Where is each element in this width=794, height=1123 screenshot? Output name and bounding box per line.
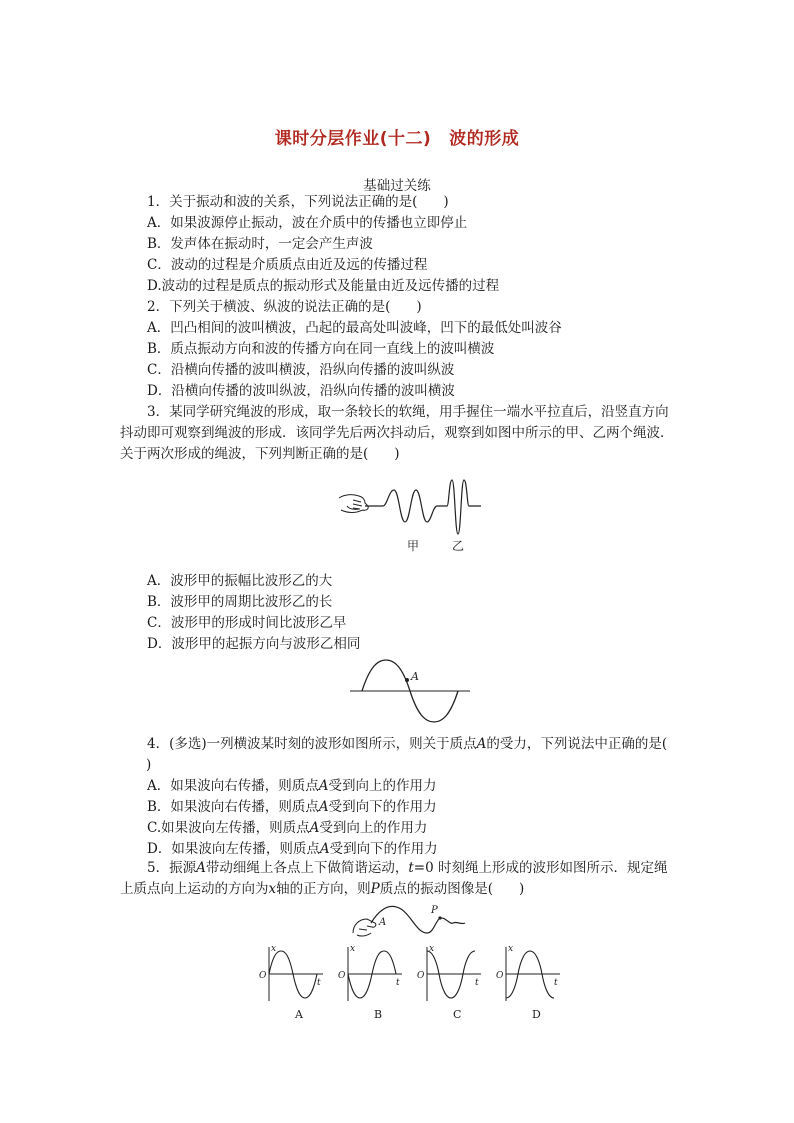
q1-option-c: C．波动的过程是介质质点由近及远的传播过程 (147, 257, 428, 273)
origin-label: O (496, 971, 504, 981)
q1-stem: 1．关于振动和波的关系，下列说法正确的是( ) (147, 194, 449, 210)
graph-a-label: A (295, 1008, 303, 1021)
q2-option-d: D．沿横向传播的波叫纵波，沿纵向传播的波叫横波 (147, 383, 455, 399)
q4-point-a-label: A (411, 670, 419, 683)
axis-x-label: x (271, 944, 277, 954)
q1-option-a: A．如果波源停止振动，波在介质中的传播也立即停止 (147, 215, 468, 231)
q5-graph-b (336, 943, 408, 1028)
axis-x-label: x (429, 944, 435, 954)
q5-rope-figure (345, 903, 470, 943)
q2-option-c: C．沿横向传播的波叫横波，沿纵向传播的波叫纵波 (147, 362, 455, 378)
q4-point-a-dot (405, 678, 409, 682)
q5-point-p-dot (438, 916, 441, 919)
q3-rope-wave-figure (335, 476, 490, 558)
q5-graph-d (494, 943, 566, 1028)
q4-option-c: C.如果波向左传播，则质点A受到向上的作用力 (147, 820, 428, 836)
axis-t-label: t (475, 978, 479, 988)
axis-t-label: t (317, 978, 321, 988)
graph-b-label: B (374, 1008, 383, 1021)
label-yi: 乙 (452, 539, 465, 553)
q1-option-b: B．发声体在振动时，一定会产生声波 (147, 236, 373, 252)
q3-option-a: A．波形甲的振幅比波形乙的大 (147, 573, 333, 589)
q4-stem: 4．(多选)一列横波某时刻的波形如图所示，则关于质点A的受力，下列说法中正确的是() (146, 736, 668, 773)
label-jia: 甲 (407, 539, 420, 553)
axis-t-label: t (396, 978, 400, 988)
axis-x-label: x (350, 944, 356, 954)
origin-label: O (417, 971, 425, 981)
axis-x-label: x (508, 944, 514, 954)
q5-graph-a (257, 943, 329, 1028)
q2-option-b: B．质点振动方向和波的传播方向在同一直线上的波叫横波 (147, 341, 495, 357)
graph-c-label: C (453, 1008, 462, 1021)
q3-option-b: B．波形甲的周期比波形乙的长 (147, 594, 333, 610)
q3-option-d: D．波形甲的起振方向与波形乙相同 (147, 636, 361, 652)
q4-wave-figure (350, 656, 475, 726)
wave-yi-curve (443, 480, 481, 534)
title-sub: 波的形成 (449, 129, 520, 149)
origin-label: O (338, 971, 346, 981)
q3-stem: 3．某同学研究绳波的形成，取一条较长的软绳，用手握住一端水平拉直后，沿竖直方向抖动即可观察到绳波的形成．该同学先后两次抖动后，观察到如图中所示的甲、乙两个绳波．关于两次形成的绳波，下列判断正确的是( ) (120, 404, 674, 462)
hand-icon (339, 495, 368, 513)
q4-option-d: D．如果波向左传播，则质点A受到向下的作用力 (147, 841, 438, 857)
title-main: 课时分层作业(十二) (274, 129, 432, 149)
q5-stem: 5．振源A带动细绳上各点上下做简谐运动，t=0 时刻绳上形成的波形如图所示．规定绳上质点向上运动的方向为x轴的正方向，则P质点的振动图像是( ) (120, 860, 668, 897)
q5-point-a-label: A (379, 917, 387, 928)
q5-point-p-label: P (431, 905, 438, 916)
axis-t-label: t (554, 978, 558, 988)
wave-jia-curve (365, 490, 443, 522)
graph-d-label: D (532, 1008, 541, 1021)
page-title (0, 124, 794, 149)
section-heading: 基础过关练 (363, 178, 431, 194)
q2-option-a: A．凹凸相间的波叫横波，凸起的最高处叫波峰，凹下的最低处叫波谷 (147, 320, 562, 336)
q4-option-b: B．如果波向右传播，则质点A受到向下的作用力 (147, 799, 437, 815)
origin-label: O (259, 971, 267, 981)
q2-stem: 2．下列关于横波、纵波的说法正确的是( ) (147, 299, 422, 315)
q5-graph-c (415, 943, 487, 1028)
q3-option-c: C．波形甲的形成时间比波形乙早 (147, 615, 347, 631)
q1-option-d: D.波动的过程是质点的振动形式及能量由近及远传播的过程 (147, 278, 500, 294)
q4-option-a: A．如果波向右传播，则质点A受到向上的作用力 (147, 778, 437, 794)
